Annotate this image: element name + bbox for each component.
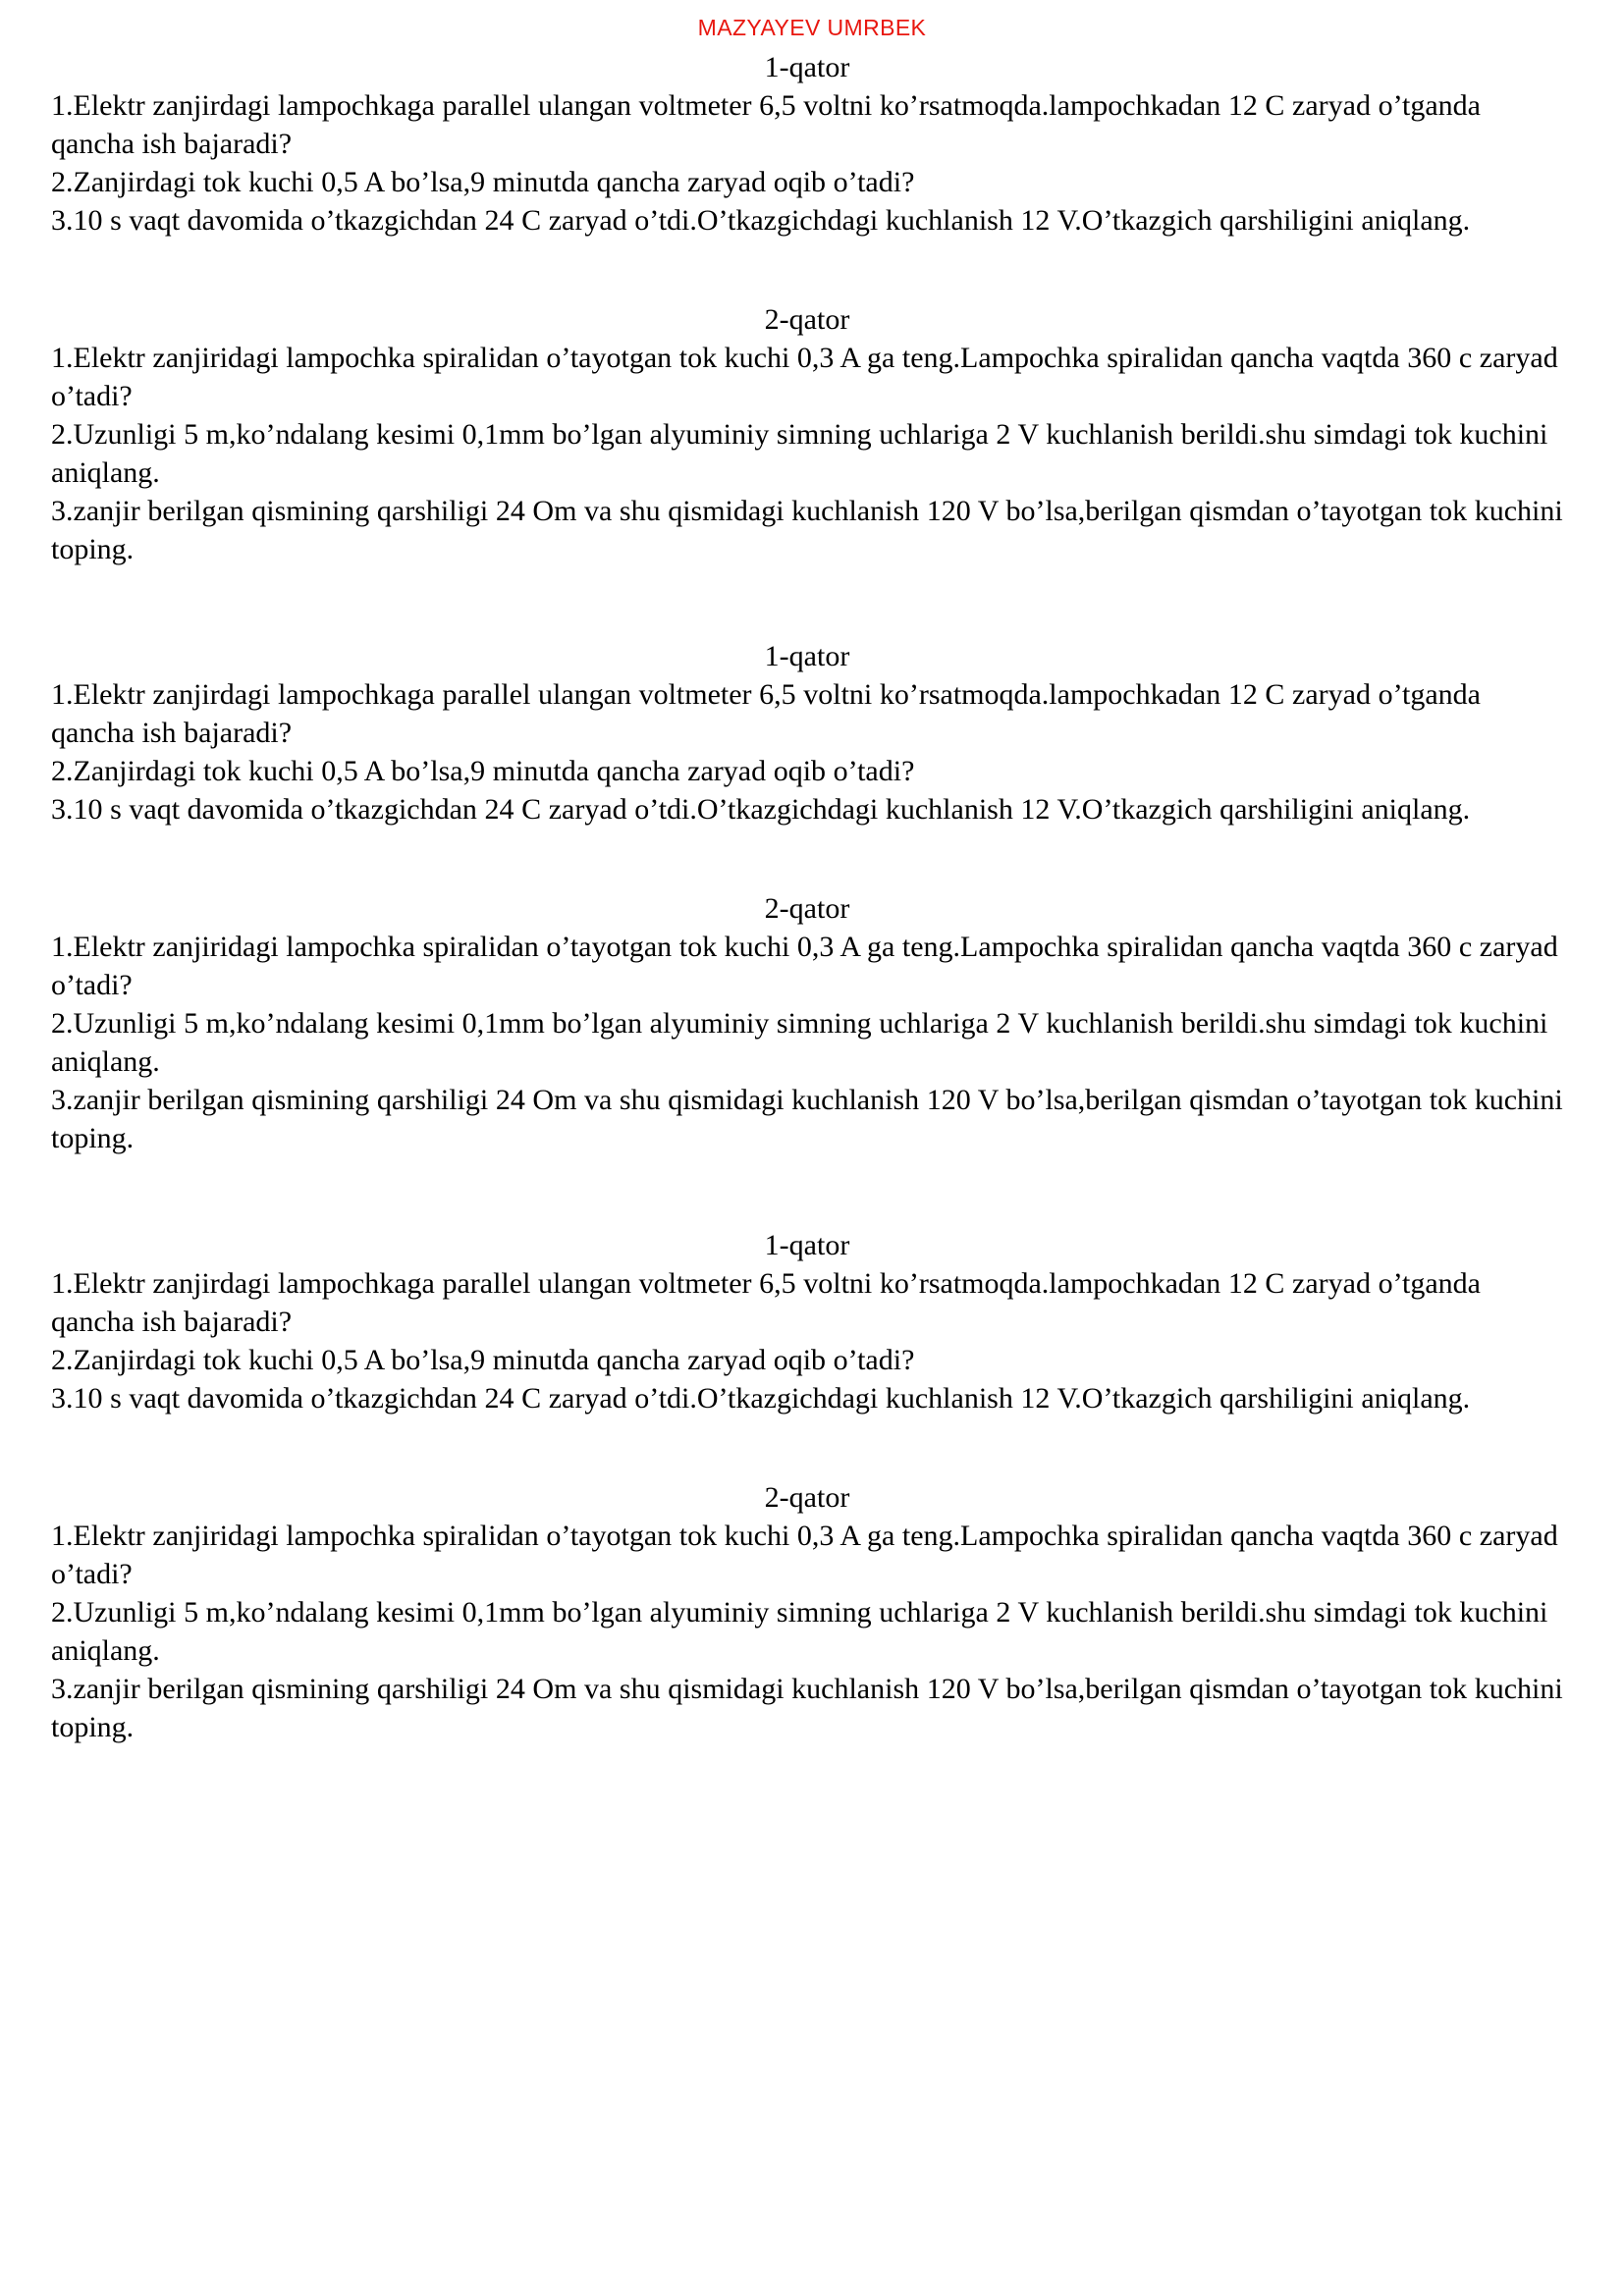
spacer [51, 1157, 1563, 1226]
question-item: 1.Elektr zanjirdagi lampochkaga parallel ulangan voltmeter 6,5 voltni ko’rsatmoqda.lampochkadan 12 C zaryad o’tganda qancha ish bajaradi? [51, 1267, 1481, 1339]
qator-heading-2a: 1-qator [764, 640, 850, 673]
question-item: 3.10 s vaqt davomida o’tkazgichdan 24 C zaryad o’tdi.O’tkazgichdagi kuchlanish 12 V.O’tkazgich qarshiligini aniqlang. [51, 204, 1471, 238]
question-item: 2.Uzunligi 5 m,ko’ndalang kesimi 0,1mm bo’lgan alyuminiy simning uchlariga 2 V kuchlanish berildi.shu simdagi tok kuchini aniqlang. [51, 418, 1548, 490]
question-item: 3.zanjir berilgan qismining qarshiligi 24 Om va shu qismidagi kuchlanish 120 V bo’lsa,berilgan qismdan o’tayotgan tok kuchini toping. [51, 1673, 1563, 1744]
worksheet-block-3 [51, 1226, 1563, 1746]
question-item: 3.zanjir berilgan qismining qarshiligi 24 Om va shu qismidagi kuchlanish 120 V bo’lsa,berilgan qismdan o’tayotgan tok kuchini toping. [51, 495, 1563, 566]
question-item: 2.Uzunligi 5 m,ko’ndalang kesimi 0,1mm bo’lgan alyuminiy simning uchlariga 2 V kuchlanish berildi.shu simdagi tok kuchini aniqlang. [51, 1596, 1548, 1668]
qator-heading-2b: 2-qator [764, 892, 850, 926]
worksheet-block-1 [51, 48, 1563, 568]
qator-heading-1b: 2-qator [764, 303, 850, 337]
spacer [51, 828, 1563, 889]
spacer [51, 568, 1563, 637]
question-item: 3.10 s vaqt davomida o’tkazgichdan 24 C zaryad o’tdi.O’tkazgichdagi kuchlanish 12 V.O’tkazgich qarshiligini aniqlang. [51, 793, 1471, 827]
document-body [0, 48, 1624, 1746]
question-item: 3.zanjir berilgan qismining qarshiligi 24 Om va shu qismidagi kuchlanish 120 V bo’lsa,berilgan qismdan o’tayotgan tok kuchini toping. [51, 1084, 1563, 1155]
question-item: 2.Zanjirdagi tok kuchi 0,5 A bo’lsa,9 minutda qancha zaryad oqib o’tadi? [51, 166, 915, 199]
question-item: 1.Elektr zanjirdagi lampochkaga parallel ulangan voltmeter 6,5 voltni ko’rsatmoqda.lampochkadan 12 C zaryad o’tganda qancha ish bajaradi? [51, 678, 1481, 750]
question-item: 1.Elektr zanjiridagi lampochka spiralidan o’tayotgan tok kuchi 0,3 A ga teng.Lampochka spiralidan qancha vaqtda 360 c zaryad o’tadi? [51, 931, 1558, 1002]
qator-heading-1a: 1-qator [764, 51, 850, 84]
question-item: 2.Zanjirdagi tok kuchi 0,5 A bo’lsa,9 minutda qancha zaryad oqib o’tadi? [51, 755, 915, 788]
spacer [51, 1417, 1563, 1478]
question-item: 1.Elektr zanjiridagi lampochka spiralidan o’tayotgan tok kuchi 0,3 A ga teng.Lampochka spiralidan qancha vaqtda 360 c zaryad o’tadi? [51, 342, 1558, 413]
question-item: 2.Zanjirdagi tok kuchi 0,5 A bo’lsa,9 minutda qancha zaryad oqib o’tadi? [51, 1344, 915, 1377]
spacer [51, 240, 1563, 300]
question-item: 1.Elektr zanjiridagi lampochka spiralidan o’tayotgan tok kuchi 0,3 A ga teng.Lampochka spiralidan qancha vaqtda 360 c zaryad o’tadi? [51, 1520, 1558, 1591]
question-item: 1.Elektr zanjirdagi lampochkaga parallel ulangan voltmeter 6,5 voltni ko’rsatmoqda.lampochkadan 12 C zaryad o’tganda qancha ish bajaradi? [51, 89, 1481, 161]
question-item: 2.Uzunligi 5 m,ko’ndalang kesimi 0,1mm bo’lgan alyuminiy simning uchlariga 2 V kuchlanish berildi.shu simdagi tok kuchini aniqlang. [51, 1007, 1548, 1079]
page-title: MAZYAYEV UMRBEK [697, 15, 927, 40]
question-item: 3.10 s vaqt davomida o’tkazgichdan 24 C zaryad o’tdi.O’tkazgichdagi kuchlanish 12 V.O’tkazgich qarshiligini aniqlang. [51, 1382, 1471, 1415]
worksheet-block-2 [51, 637, 1563, 1157]
qator-heading-3b: 2-qator [764, 1481, 850, 1515]
qator-heading-3a: 1-qator [764, 1229, 850, 1262]
